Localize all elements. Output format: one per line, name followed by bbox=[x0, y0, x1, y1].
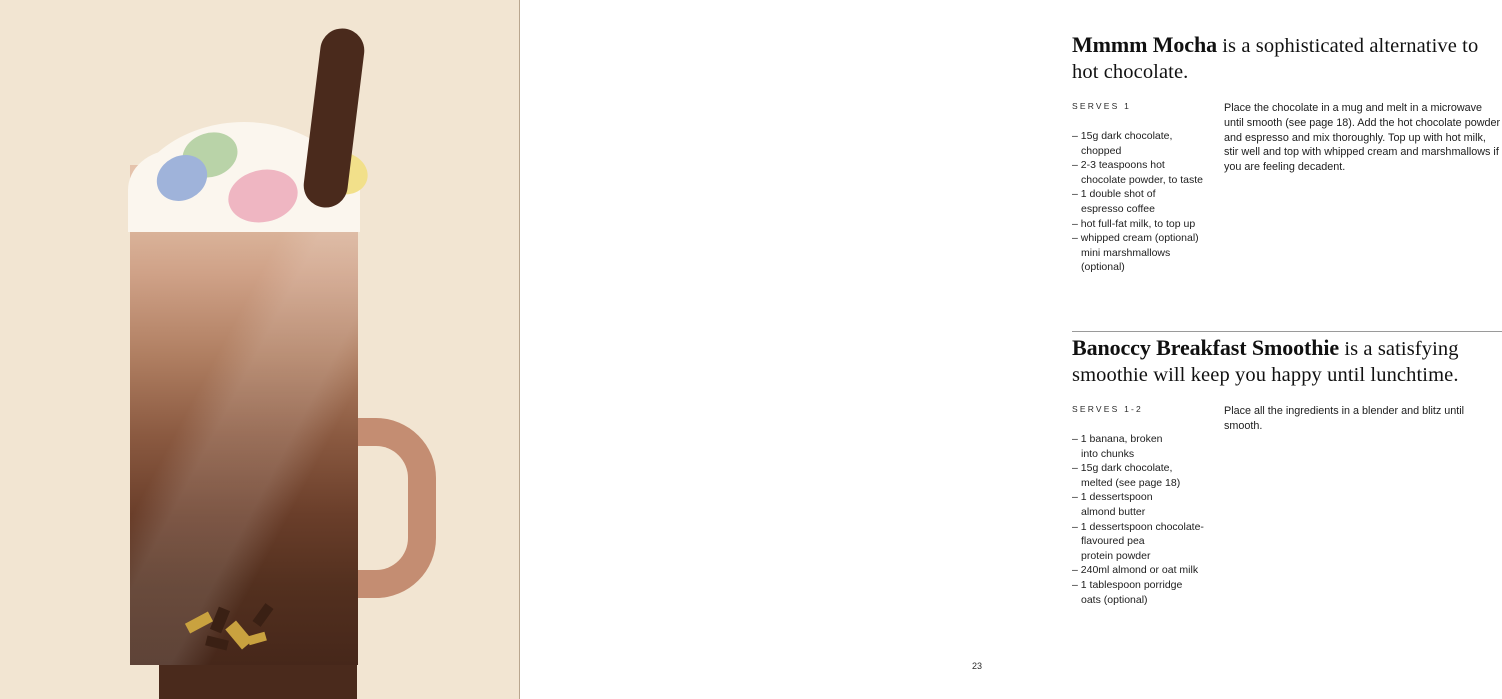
recipe-columns bbox=[1072, 404, 1502, 607]
glass-highlight bbox=[130, 165, 358, 665]
recipe-divider bbox=[1072, 331, 1502, 332]
list-item: – hot full-fat milk, to top up bbox=[1072, 217, 1222, 232]
serves-label: SERVES 1-2 bbox=[1072, 404, 1143, 414]
list-item: – 2-3 teaspoons hot chocolate powder, to taste bbox=[1072, 158, 1222, 187]
ingredients-list bbox=[1072, 432, 1222, 607]
method-text: Place the chocolate in a mug and melt in a microwave until smooth (see page 18). Add the hot chocolate powder and espresso and mix thoroughly. Top up with hot milk, stir well and top with whipped cream and marshmallows if you are feeling decadent. bbox=[1224, 102, 1501, 174]
method-column bbox=[1222, 404, 1502, 607]
illustration-page bbox=[0, 0, 520, 699]
list-item: – 1 dessertspoon chocolate- flavoured pea protein powder bbox=[1072, 520, 1222, 564]
list-item: – 240ml almond or oat milk bbox=[1072, 563, 1222, 578]
list-item: – 1 tablespoon porridge oats (optional) bbox=[1072, 578, 1222, 607]
ingredients-column bbox=[1072, 101, 1222, 275]
list-item: – 1 dessertspoon almond butter bbox=[1072, 490, 1222, 519]
ingredients-column bbox=[1072, 404, 1222, 607]
list-item: – 15g dark chocolate, chopped bbox=[1072, 129, 1222, 158]
serves-label: SERVES 1 bbox=[1072, 101, 1132, 111]
page-number: 23 bbox=[971, 661, 982, 671]
recipe-name: Mmmm Mocha bbox=[1072, 32, 1218, 57]
recipe-description: is a sophisticated alternative to hot chocolate. bbox=[1072, 35, 1479, 83]
recipe-title bbox=[1072, 32, 1502, 85]
recipe-description: is a satisfying smoothie will keep you happy until lunchtime. bbox=[1072, 338, 1459, 386]
method-column bbox=[1222, 101, 1502, 275]
list-item: – 15g dark chocolate, melted (see page 18) bbox=[1072, 461, 1222, 490]
method-text: Place all the ingredients in a blender and blitz until smooth. bbox=[1224, 405, 1465, 432]
recipe-page bbox=[520, 0, 1501, 699]
recipe-banoccy-breakfast-smoothie bbox=[1072, 335, 1502, 607]
recipe-name: Banoccy Breakfast Smoothie bbox=[1072, 335, 1340, 360]
list-item: – 1 banana, broken into chunks bbox=[1072, 432, 1222, 461]
recipe-title bbox=[1072, 335, 1502, 388]
mocha-glass-illustration bbox=[0, 0, 520, 699]
recipe-columns bbox=[1072, 101, 1502, 275]
ingredients-list bbox=[1072, 129, 1222, 275]
recipe-mmmm-mocha bbox=[1072, 32, 1502, 275]
list-item: – whipped cream (optional) mini marshmallows (optional) bbox=[1072, 231, 1222, 275]
list-item: – 1 double shot of espresso coffee bbox=[1072, 187, 1222, 216]
